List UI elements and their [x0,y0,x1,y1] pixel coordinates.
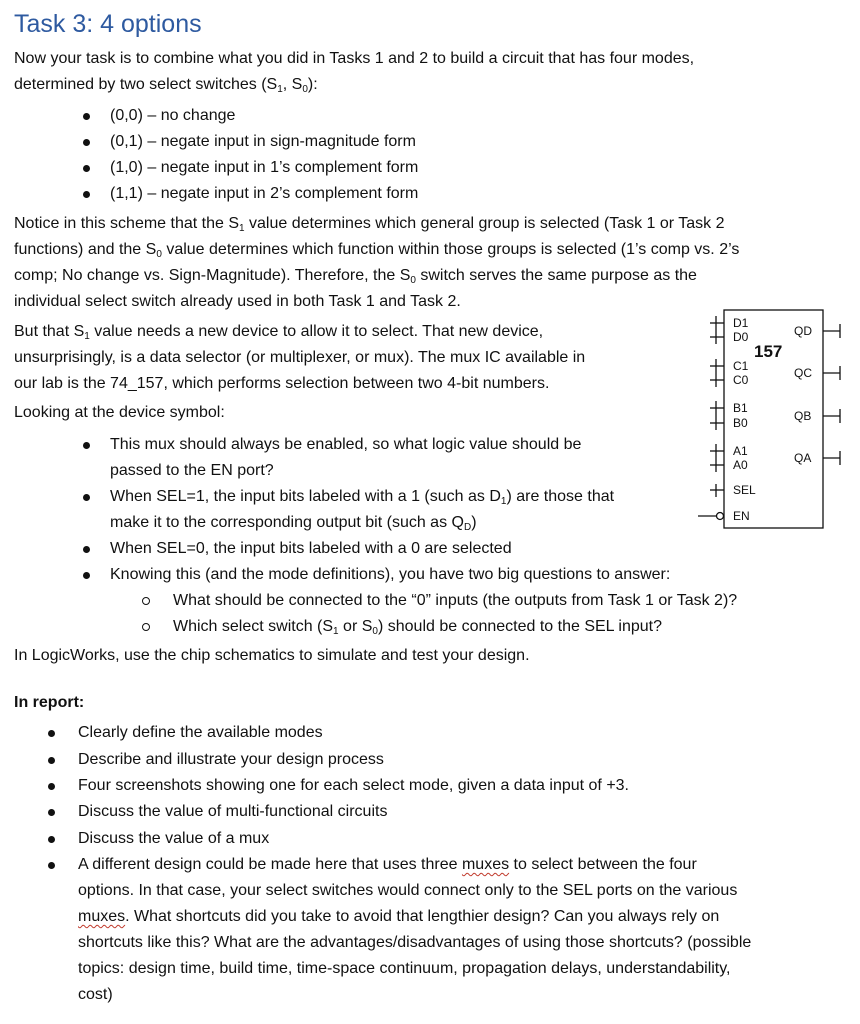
mux-line: unsurprisingly, is a data selector (or multiplexer, or mux). The mux IC available in [14,349,586,366]
pin-label-en: EN [733,509,750,523]
report-item: Discuss the value of a mux [78,830,270,847]
bullet-icon [83,139,90,146]
mode-item: (0,0) – no change [110,107,236,124]
bullet-icon [83,191,90,198]
bullet-icon [48,862,55,869]
bullet-icon [83,165,90,172]
question-item: This mux should always be enabled, so what logic value should be [110,436,582,453]
pin-label-c0: C0 [733,373,749,387]
pin-label-qc: QC [794,366,812,380]
question-item-cont: make it to the corresponding output bit (such as $Q_D$) [110,514,477,533]
notice-line: functions) and the $S_0$ value determines which function within those groups is selected (1’s comp vs. 2’s [14,241,740,260]
pin-label-qa: QA [794,451,812,465]
notice-paragraph [14,211,844,315]
sub-question-item: Which select switch ($S_1$ or $S_0$) should be connected to the SEL input? [173,618,663,637]
chip-input-pins [698,316,724,516]
pin-label-c1: C1 [733,359,749,373]
report-item: Describe and illustrate your design process [78,751,384,768]
circle-bullet-icon [142,597,150,605]
mode-item: (1,1) – negate input in 2’s complement form [110,185,419,202]
notice-line: Notice in this scheme that the $S_1$ value determines which general group is selected (Task 1 or Task 2 [14,215,725,234]
enable-inversion-bubble [717,513,724,520]
logicworks-instruction: In LogicWorks, use the chip schematics to simulate and test your design. [14,647,530,664]
pin-label-qd: QD [794,324,812,338]
intro-paragraph [14,46,814,98]
mux-line: But that $S_1$ value needs a new device to allow it to select. That new device, [14,323,544,342]
bullet-icon [48,809,55,816]
question-item-cont: passed to the EN port? [110,462,274,479]
sub-question-item: What should be connected to the “0” inputs (the outputs from Task 1 or Task 2)? [173,592,738,609]
bullet-icon [83,546,90,553]
bullet-icon [48,783,55,790]
pin-label-b0: B0 [733,416,748,430]
mux-157-chip-symbol [690,306,850,532]
mode-item: (0,1) – negate input in sign-magnitude form [110,133,416,150]
intro-line-2: determined by two select switches ($S_1$, $S_0$): [14,76,318,95]
pin-label-qb: QB [794,409,812,423]
mux-line: our lab is the 74_157, which performs selection between two 4-bit numbers. [14,375,550,392]
report-heading: In report: [14,694,85,711]
pin-label-b1: B1 [733,401,748,415]
report-item: Clearly define the available modes [78,724,323,741]
notice-line: individual select switch already used in both Task 1 and Task 2. [14,293,461,310]
bullet-icon [48,730,55,737]
mode-item: (1,0) – negate input in 1’s complement form [110,159,419,176]
pin-label-d1: D1 [733,316,749,330]
device-symbol-intro: Looking at the device symbol: [14,404,225,421]
question-item: When SEL=1, the input bits labeled with a 1 (such as $D_1$) are those that [110,488,615,507]
pin-label-d0: D0 [733,330,749,344]
bullet-icon [48,836,55,843]
circle-bullet-icon [142,623,150,631]
page-title: Task 3: 4 options [14,10,202,38]
bullet-icon [83,442,90,449]
report-item: Four screenshots showing one for each select mode, given a data input of +3. [78,777,629,794]
intro-line-1: Now your task is to combine what you did in Tasks 1 and 2 to build a circuit that has four modes, [14,50,695,67]
bullet-icon [83,113,90,120]
pin-label-sel: SEL [733,483,756,497]
mux-paragraph [14,319,704,397]
pin-label-a0: A0 [733,458,748,472]
pin-label-a1: A1 [733,444,748,458]
bullet-icon [83,572,90,579]
report-item: Discuss the value of multi-functional circuits [78,803,388,820]
report-item-design: A different design could be made here that uses three muxes to select between the four options. In that case, your select switches would connect only to the SEL ports on the various muxes. What shortcuts did you take to avoid that lengthier design? Can you always rely on shortcuts like this? What are the advantages/disadvantages of using those shortcuts? (possible topics: design time, build time, time-space continuum, propagation delays, understandability, cost) [78,856,752,1003]
bullet-icon [48,757,55,764]
notice-line: comp; No change vs. Sign-Magnitude). Therefore, the $S_0$ switch serves the same purpose as the [14,267,697,286]
question-item: When SEL=0, the input bits labeled with a 0 are selected [110,540,512,557]
chip-number: 157 [754,342,783,361]
bullet-icon [83,494,90,501]
chip-output-pins [823,324,840,465]
question-item: Knowing this (and the mode definitions), you have two big questions to answer: [110,566,671,583]
